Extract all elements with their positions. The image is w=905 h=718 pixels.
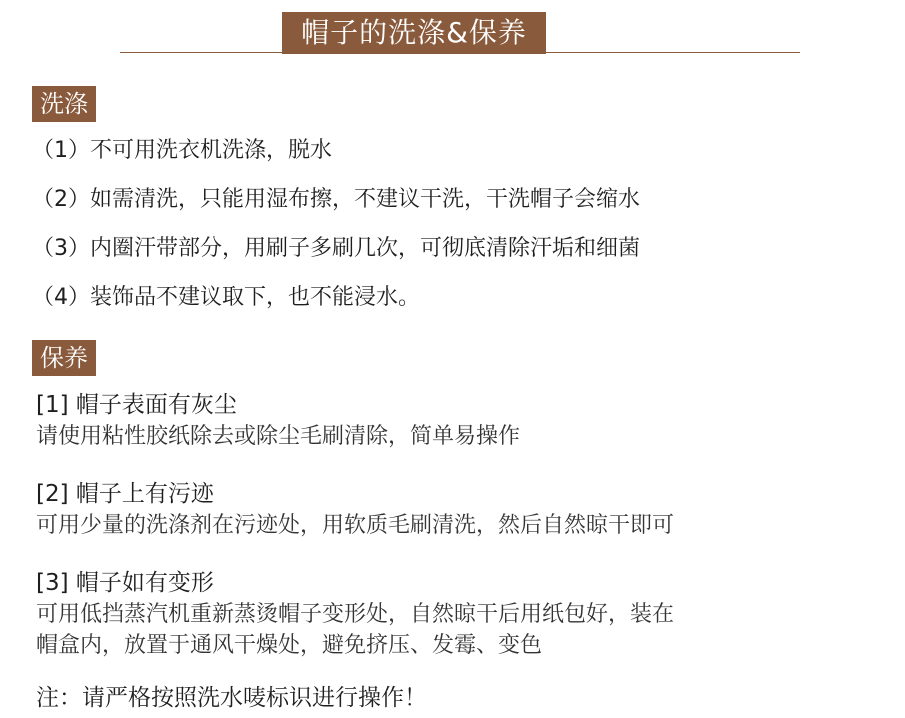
care-section-heading: 保养	[32, 340, 96, 376]
wash-item-2: （2）如需清洗，只能用湿布擦，不建议干洗，干洗帽子会缩水	[32, 187, 640, 212]
care-item-1-heading: [1] 帽子表面有灰尘	[36, 392, 237, 418]
wash-item-4: （4）装饰品不建议取下，也不能浸水。	[32, 285, 420, 310]
wash-item-1: （1）不可用洗衣机洗涤，脱水	[32, 138, 332, 163]
care-item-3-text-line-1: 可用低挡蒸汽机重新蒸烫帽子变形处，自然晾干后用纸包好，装在	[36, 602, 675, 627]
care-note: 注：请严格按照洗水唛标识进行操作！	[36, 685, 427, 711]
care-item-2-heading: [2] 帽子上有污迹	[36, 481, 214, 507]
wash-item-3: （3）内圈汗带部分，用刷子多刷几次，可彻底清除汗垢和细菌	[32, 236, 640, 261]
care-item-2-text: 可用少量的洗涤剂在污迹处，用软质毛刷清洗，然后自然晾干即可	[36, 513, 675, 538]
page-title: 帽子的洗涤&保养	[282, 12, 546, 54]
wash-section-heading: 洗涤	[32, 86, 96, 122]
care-item-3-text-line-2: 帽盒内，放置于通风干燥处，避免挤压、发霉、变色	[36, 633, 543, 658]
care-item-1-text: 请使用粘性胶纸除去或除尘毛刷清除，简单易操作	[36, 424, 521, 449]
care-item-3-heading: [3] 帽子如有变形	[36, 570, 214, 596]
